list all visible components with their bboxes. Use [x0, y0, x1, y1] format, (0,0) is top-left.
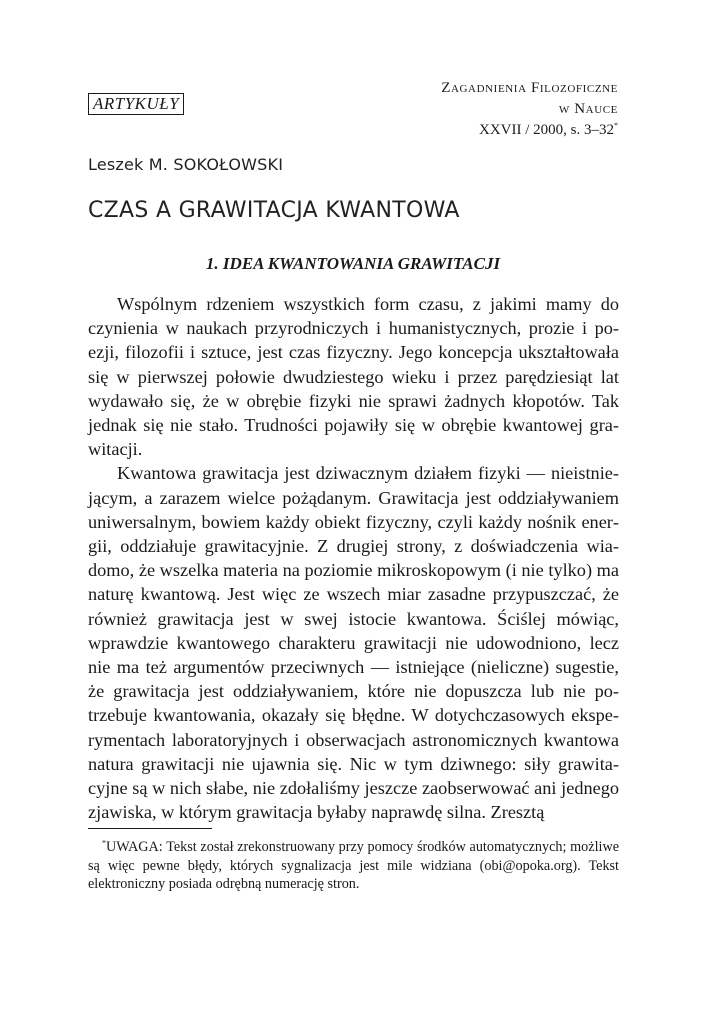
footnote-mark: * — [102, 838, 106, 848]
article-title: CZAS A GRAWITACJA KWANTOWA — [88, 198, 460, 223]
footnote — [88, 838, 619, 894]
journal-citation — [441, 120, 618, 141]
journal-header — [441, 78, 618, 141]
footnote-text: UWAGA: Tekst został zrekonstruowany przy pomocy środków automatycznych; możliwe są więc pewne błędy, których sygnalizacja jest mile widziana (obi@opoka.org). Tekst elektroniczny posiada odrębną numerację stron. — [88, 839, 619, 893]
journal-footnote-mark: * — [614, 121, 618, 130]
paragraph: Kwantowa grawitacja jest dziwacznym działem fizyki — nieistniejącym, a zarazem wielce pożądanym. Grawitacja jest oddziaływaniem uniwersalnym, bowiem każdy obiekt fizyczny, czyli każdy nośnik energii, oddziałuje grawitacyjnie. Z drugiej strony, z doświadczenia wiadomo, że wszelka materia na poziomie mikroskopowym (i nie tylko) ma naturę kwantową. Jest więc ze wszech miar zasadne przypuszczać, że również grawitacja jest w swej istocie kwantowa. Ściślej mówiąc, wprawdzie kwantowego charakteru grawitacji nie udowodniono, lecz nie ma też argumentów przeciwnych — istniejące (nieliczne) sugestie, że grawitacja jest oddziaływaniem, które nie dopuszcza lub nie potrzebuje kwantowania, okazały się błędne. W dotychczasowych eksperymentach laboratoryjnych i obserwacjach astronomicznych kwantowa natura grawitacji nie ujawnia się. Nic w tym dziwnego: siły grawitacyjne są w nich słabe, nie zdołaliśmy jeszcze zaobserwować ani jednego zjawiska, w którym grawitacja byłaby naprawdę silna. Zresztą — [88, 463, 619, 823]
journal-volume-pages: XXVII / 2000, s. 3–32 — [479, 122, 614, 138]
article-body — [88, 292, 619, 824]
section-label: ARTYKUŁY — [93, 94, 180, 113]
author-name: Leszek M. SOKOŁOWSKI — [88, 155, 284, 174]
footnote-divider — [88, 828, 212, 829]
journal-name-line1: Zagadnienia Filozoficzne — [441, 80, 618, 96]
section-label-box — [88, 93, 184, 115]
section-heading: 1. IDEA KWANTOWANIA GRAWITACJI — [205, 254, 501, 273]
journal-name-line2: w Nauce — [558, 101, 618, 117]
paragraph: Wspólnym rdzeniem wszystkich form czasu, z jakimi mamy do czynienia w naukach przyrodniczych i humanistycznych, prozie i poezji, filozofii i sztuce, jest czas fizyczny. Jego koncepcja ukształtowała się w pierwszej połowie dwudziestego wieku i przez parędziesiąt lat wydawało się, że w obrębie fizyki nie sprawi żadnych kłopotów. Tak jednak się nie stało. Trudności pojawiły się w obrębie kwantowej grawitacji. — [88, 294, 619, 460]
